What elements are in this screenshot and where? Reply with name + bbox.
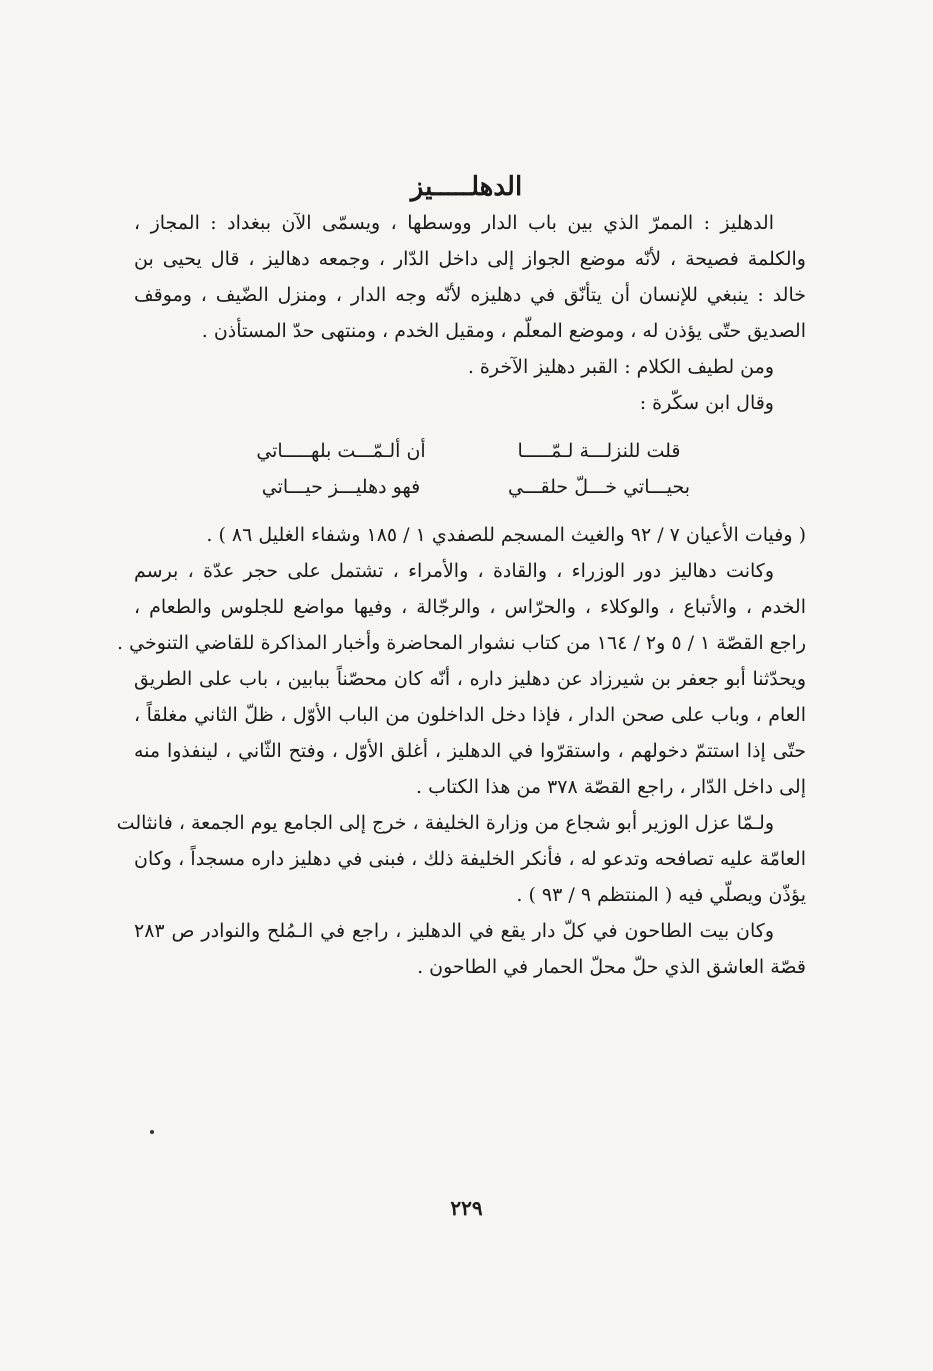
text-line: ويحدّثنا أبو جعفر بن شيرزاد عن دهليز داره ، أنّه كان محصّناً ببابين ، باب على الطريق xyxy=(134,668,806,690)
verse-line xyxy=(134,433,806,469)
verse-hemistich: قلت للنزلـــة لـمّـــــا xyxy=(517,440,681,462)
text-line: ومن لطيف الكلام : القبر دهليز الآخرة . xyxy=(467,356,774,378)
text-line: وكانت دهاليز دور الوزراء ، والقادة ، والأمراء ، تشتمل على حجر عدّة ، برسم xyxy=(134,560,774,582)
text-line: العامّة عليه تصافحه وتدعو له ، فأنكر الخليفة ذلك ، فبنى في دهليز داره مسجداً ، وكان xyxy=(134,848,806,870)
verse-hemistich: أن ألـمّـــت بلهـــــاتي xyxy=(256,440,426,462)
text-body xyxy=(116,205,806,985)
verse-hemistich: بحيـــاتي خـــلّ حلقـــي xyxy=(508,476,690,498)
text-line: خالد : ينبغي للإنسان أن يتأنّق في دهليزه لأنّه وجه الدار ، ومنزل الضّيف ، وموقف xyxy=(134,284,806,306)
citation-line: ( وفيات الأعيان ٧ / ٩٢ والغيث المسجم للصفدي ١ / ١٨٥ وشفاء الغليل ٨٦ ) . xyxy=(206,524,806,546)
text-line: راجع القصّة ١ / ٥ و٢ / ١٦٤ من كتاب نشوار المحاضرة وأخبار المذاكرة للقاضي التنوخي . xyxy=(117,632,806,654)
text-line: والكلمة فصيحة ، لأنّه موضع الجواز إلى داخل الدّار ، وجمعه دهاليز ، قال يحيى بن xyxy=(134,248,806,270)
text-line: حتّى إذا استتمّ دخولهم ، واستقرّوا في الدهليز ، أغلق الأوّل ، وفتح الثّاني ، لينفذوا منه xyxy=(134,740,806,762)
verse-line xyxy=(134,469,806,505)
verse-hemistich: فهو دهليـــز حيـــاتي xyxy=(261,476,421,498)
text-line: وكان بيت الطاحون في كلّ دار يقع في الدهليز ، راجع في الـمُلح والنوادر ص ٢٨٣ xyxy=(134,920,774,942)
text-line: الصديق حتّى يؤذن له ، وموضع المعلّم ، ومقيل الخدم ، ومنتهى حدّ المستأذن . xyxy=(201,320,806,342)
ink-speck xyxy=(150,1130,154,1134)
page-number: ٢٢٩ xyxy=(450,1196,483,1220)
text-line: قصّة العاشق الذي حلّ محلّ الحمار في الطاحون . xyxy=(417,956,806,978)
text-line: وقال ابن سكّرة : xyxy=(639,392,774,414)
text-line: يؤذّن ويصلّي فيه ( المنتظم ٩ / ٩٣ ) . xyxy=(516,884,806,906)
text-line: العام ، وباب على صحن الدار ، فإذا دخل الداخلون من الباب الأوّل ، ظلّ الثاني مغلقاً ، xyxy=(134,704,806,726)
text-line: إلى داخل الدّار ، راجع القصّة ٣٧٨ من هذا الكتاب . xyxy=(415,776,806,798)
text-line: الدهليز : الممرّ الذي بين باب الدار ووسطها ، ويسمّى الآن ببغداد : المجاز ، xyxy=(134,212,774,234)
chapter-title: الدهلـــــيز xyxy=(410,172,523,202)
text-line: ولـمّا عزل الوزير أبو شجاع من وزارة الخليفة ، خرج إلى الجامع يوم الجمعة ، فانثالت xyxy=(116,812,774,834)
text-line: الخدم ، والأتباع ، والوكلاء ، والحرّاس ، والرجّالة ، وفيها مواضع للجلوس والطعام ، xyxy=(134,596,806,618)
